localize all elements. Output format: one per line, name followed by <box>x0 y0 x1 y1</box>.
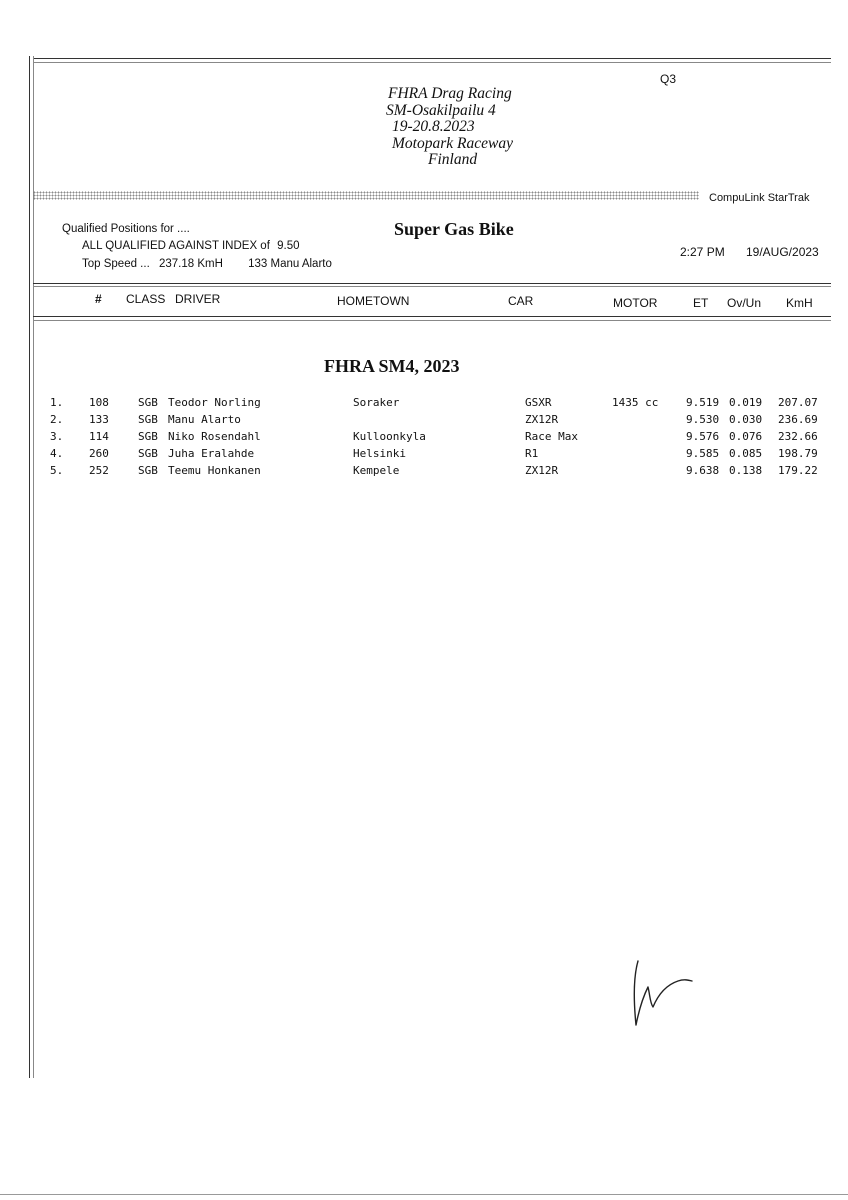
row-hometown: Helsinki <box>353 447 406 460</box>
top-speed-value: 237.18 KmH <box>158 258 223 270</box>
row-ovun: 0.030 <box>729 413 763 426</box>
row-et: 9.530 <box>686 413 720 426</box>
event-venue: Motopark Raceway <box>392 134 513 152</box>
row-pos: 3. <box>50 430 64 443</box>
bottom-border-line <box>0 1194 848 1195</box>
row-et: 9.585 <box>686 447 720 460</box>
row-pos: 4. <box>50 447 64 460</box>
row-driver: Teodor Norling <box>168 396 261 409</box>
row-kmh: 207.07 <box>778 396 818 409</box>
top-speed-driver: 133 Manu Alarto <box>248 258 332 270</box>
left-border-line <box>29 56 30 1078</box>
row-car: ZX12R <box>525 413 559 426</box>
row-driver: Manu Alarto <box>168 413 241 426</box>
row-pos: 2. <box>50 413 64 426</box>
row-class: SGB <box>138 430 158 443</box>
row-class: SGB <box>138 447 158 460</box>
top-border-line-2 <box>33 62 831 63</box>
row-num: 252 <box>89 464 109 477</box>
row-hometown: Kempele <box>353 464 400 477</box>
event-country: Finland <box>428 151 478 168</box>
row-num: 108 <box>89 396 109 409</box>
row-motor: 1435 cc <box>612 396 659 409</box>
row-kmh: 179.22 <box>778 464 818 477</box>
header-rule-top <box>33 283 831 284</box>
index-line <box>82 240 300 252</box>
class-title: Super Gas Bike <box>394 219 514 239</box>
row-car: GSXR <box>525 396 552 409</box>
system-name: CompuLink StarTrak <box>709 192 810 204</box>
col-kmh: KmH <box>786 296 813 310</box>
row-ovun: 0.076 <box>729 430 763 443</box>
handwritten-signature-icon <box>620 955 710 1035</box>
top-border-line <box>33 58 831 59</box>
row-kmh: 198.79 <box>778 447 818 460</box>
table-row <box>0 396 848 413</box>
row-driver: Niko Rosendahl <box>168 430 261 443</box>
row-hometown: Soraker <box>353 396 400 409</box>
row-et: 9.638 <box>686 464 720 477</box>
table-row <box>0 430 848 447</box>
row-et: 9.576 <box>686 430 720 443</box>
row-driver: Juha Eralahde <box>168 447 255 460</box>
col-num: # <box>95 292 102 306</box>
event-dates: 19-20.8.2023 <box>392 118 475 135</box>
event-title: FHRA Drag Racing <box>388 85 512 102</box>
header-rule-top-2 <box>33 286 831 287</box>
col-hometown: HOMETOWN <box>337 294 410 308</box>
session-code: Q3 <box>660 72 677 86</box>
event-header <box>386 86 546 169</box>
table-row <box>0 413 848 430</box>
top-speed-line <box>82 258 332 270</box>
table-row <box>0 464 848 481</box>
row-driver: Teemu Honkanen <box>168 464 261 477</box>
event-round: SM-Osakilpailu 4 <box>386 101 496 119</box>
dotted-band <box>33 191 699 200</box>
report-date: 19/AUG/2023 <box>746 245 819 259</box>
row-kmh: 236.69 <box>778 413 818 426</box>
row-car: ZX12R <box>525 464 559 477</box>
row-pos: 1. <box>50 396 64 409</box>
section-title: FHRA SM4, 2023 <box>324 356 460 376</box>
row-et: 9.519 <box>686 396 720 409</box>
index-value: 9.50 <box>277 240 300 252</box>
col-car: CAR <box>508 294 534 308</box>
row-ovun: 0.138 <box>729 464 763 477</box>
row-num: 133 <box>89 413 109 426</box>
col-driver: DRIVER <box>175 292 221 306</box>
index-label: ALL QUALIFIED AGAINST INDEX of <box>82 240 270 252</box>
top-speed-label: Top Speed ... <box>82 258 150 270</box>
col-motor: MOTOR <box>613 296 658 310</box>
row-class: SGB <box>138 396 158 409</box>
row-ovun: 0.085 <box>729 447 763 460</box>
header-rule-bottom <box>33 316 831 317</box>
col-class: CLASS <box>126 292 166 306</box>
row-class: SGB <box>138 464 158 477</box>
row-car: R1 <box>525 447 539 460</box>
row-ovun: 0.019 <box>729 396 763 409</box>
report-time: 2:27 PM <box>680 245 725 259</box>
row-kmh: 232.66 <box>778 430 818 443</box>
header-rule-bottom-2 <box>33 320 831 321</box>
row-hometown: Kulloonkyla <box>353 430 426 443</box>
row-pos: 5. <box>50 464 64 477</box>
left-border-line-2 <box>33 56 34 1078</box>
row-class: SGB <box>138 413 158 426</box>
row-num: 260 <box>89 447 109 460</box>
col-et: ET <box>693 296 709 310</box>
qualified-label: Qualified Positions for .... <box>62 223 190 235</box>
table-row <box>0 447 848 464</box>
row-num: 114 <box>89 430 109 443</box>
row-car: Race Max <box>525 430 578 443</box>
col-ovun: Ov/Un <box>727 296 762 310</box>
